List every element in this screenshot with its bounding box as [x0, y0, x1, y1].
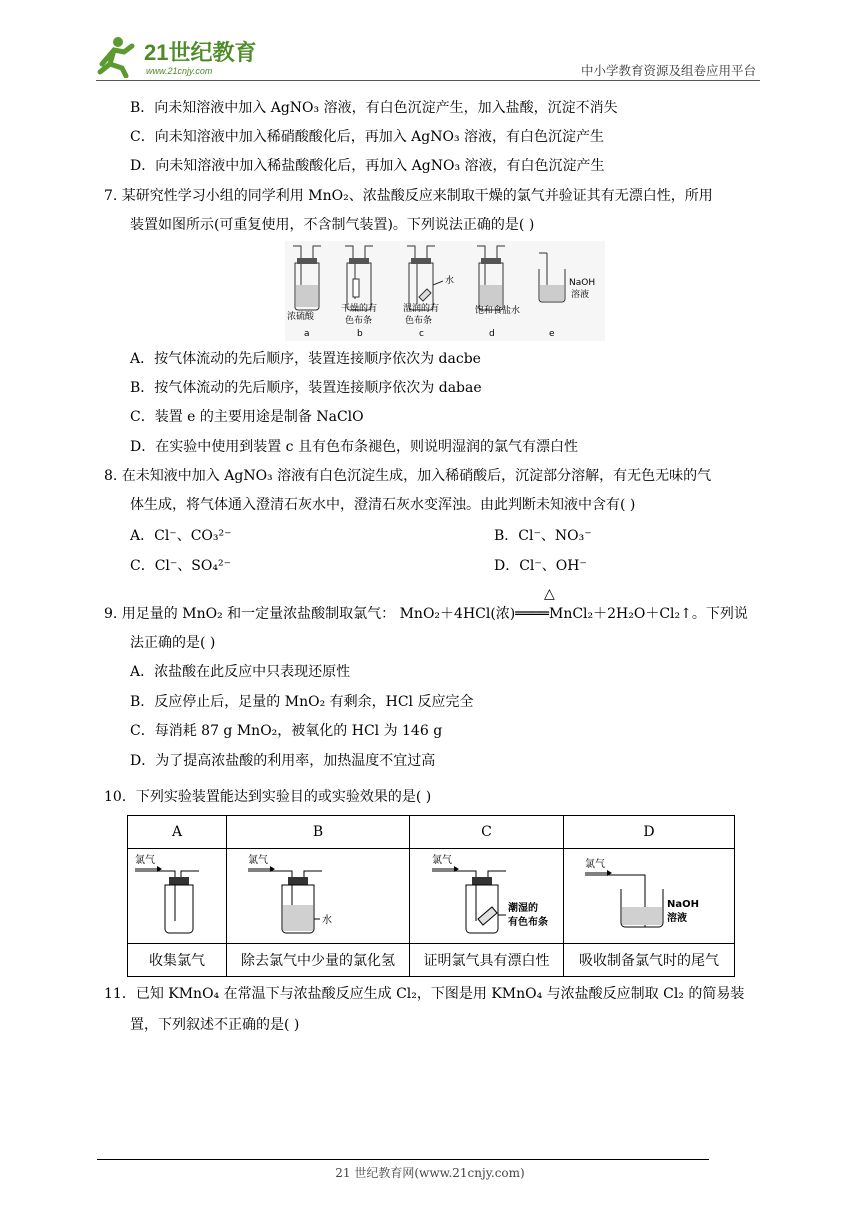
logo-url: www.21cnjy.com [146, 66, 213, 76]
apparatus-cell-d [564, 849, 735, 944]
q7-apparatus-figure [285, 241, 605, 341]
header-divider [96, 80, 760, 81]
q8-option-c: C．Cl⁻、SO₄²⁻ [130, 558, 231, 574]
q11-stem-line2: 置，下列叙述不正确的是( ) [130, 1017, 300, 1033]
q7-stem-line1: 7. 某研究性学习小组的同学利用 MnO₂、浓盐酸反应来制取干燥的氯气并验证其有无漂白性，所用 [104, 188, 713, 204]
q8-option-d: D．Cl⁻、OH⁻ [494, 558, 587, 574]
logo-text: 21世纪教育 [144, 40, 257, 65]
svg-text:氯气: 氯气 [431, 855, 452, 866]
letter-b: b [357, 329, 363, 339]
caption-d: 吸收制备氯气时的尾气 [564, 944, 735, 977]
table-header-d: D [564, 816, 735, 849]
q8-stem-line2: 体生成，将气体通入澄清石灰水中，澄清石灰水变浑浊。由此判断未知液中含有( ) [130, 497, 636, 513]
svg-text:氯气: 氯气 [248, 855, 268, 866]
label-solution: 溶液 [571, 290, 590, 300]
q11-stem-line1: 11．已知 KMnO₄ 在常温下与浓盐酸反应生成 Cl₂，下图是用 KMnO₄ 与浓盐酸反应制取 Cl₂ 的简易装 [104, 986, 745, 1002]
svg-text:有色布条: 有色布条 [507, 917, 548, 928]
q10-options-table [127, 815, 735, 977]
q9-option-d: D．为了提高浓盐酸的利用率，加热温度不宜过高 [130, 753, 436, 769]
label-dry-cloth-2: 色布条 [345, 316, 373, 326]
q7-option-b: B．按气体流动的先后顺序，装置连接顺序依次为 dabae [130, 380, 482, 396]
letter-d: d [489, 329, 495, 339]
apparatus-cell-c [410, 849, 564, 944]
label-wet-cloth-2: 色布条 [405, 316, 433, 326]
q6-option-c: C．向未知溶液中加入稀硝酸酸化后，再加入 AgNO₃ 溶液，有白色沉淀产生 [130, 129, 605, 145]
q9-stem-line1: 9. 用足量的 MnO₂ 和一定量浓盐酸制取氯气： MnO₂＋4HCl(浓)════MnCl₂＋2H₂O＋Cl₂↑。下列说 [104, 606, 748, 622]
q9-stem-line2: 法正确的是( ) [130, 635, 216, 651]
apparatus-cell-b [227, 849, 410, 944]
svg-text:NaOH: NaOH [667, 899, 699, 910]
letter-c: c [419, 329, 424, 339]
svg-text:溶液: 溶液 [667, 913, 687, 924]
collect-gas-apparatus [129, 849, 225, 939]
q7-option-c: C．装置 e 的主要用途是制备 NaClO [130, 409, 364, 425]
q10-stem-line1: 10．下列实验装置能达到实验目的或实验效果的是( ) [104, 789, 432, 805]
footer-text: 21 世纪教育网(www.21cnjy.com) [335, 1166, 525, 1180]
q6-option-b: B．向未知溶液中加入 AgNO₃ 溶液，有白色沉淀产生，加入盐酸，沉淀不消失 [130, 100, 618, 116]
q8-option-a: A．Cl⁻、CO₃²⁻ [130, 528, 232, 544]
wash-gas-apparatus [228, 849, 408, 939]
label-naoh: NaOH [569, 278, 596, 288]
q6-option-d: D．向未知溶液中加入稀盐酸酸化后，再加入 AgNO₃ 溶液，有白色沉淀产生 [130, 158, 605, 174]
q7-option-d: D．在实验中使用到装置 c 且有色布条褪色，则说明湿润的氯气有漂白性 [130, 439, 578, 455]
q9-option-b: B．反应停止后，足量的 MnO₂ 有剩余，HCl 反应完全 [130, 694, 474, 710]
svg-text:氯气: 氯气 [585, 859, 605, 870]
label-water: 水 [445, 276, 455, 286]
svg-text:水: 水 [322, 915, 332, 926]
site-logo [96, 34, 266, 78]
q9-option-a: A．浓盐酸在此反应中只表现还原性 [130, 664, 351, 680]
header-platform-text: 中小学教育资源及组卷应用平台 [580, 63, 756, 78]
label-conc-h2so4: 浓硫酸 [287, 312, 315, 322]
footer-divider [97, 1159, 709, 1160]
q9-heating-symbol: △ [544, 586, 555, 602]
letter-e: e [549, 329, 555, 339]
caption-c: 证明氯气具有漂白性 [410, 944, 564, 977]
q7-option-a: A．按气体流动的先后顺序，装置连接顺序依次为 dacbe [130, 351, 481, 367]
table-header-c: C [410, 816, 564, 849]
bleach-test-apparatus [412, 849, 562, 939]
svg-text:氯气: 氯气 [135, 855, 155, 866]
caption-b: 除去氯气中少量的氯化氢 [227, 944, 410, 977]
q7-stem-line2: 装置如图所示(可重复使用，不含制气装置)。下列说法正确的是( ) [130, 217, 535, 233]
tail-gas-absorption-apparatus [565, 849, 733, 939]
svg-text:潮湿的: 潮湿的 [507, 903, 538, 914]
q8-option-b: B．Cl⁻、NO₃⁻ [494, 528, 592, 544]
letter-a: a [304, 329, 310, 339]
q9-option-c: C．每消耗 87 g MnO₂，被氧化的 HCl 为 146 g [130, 723, 443, 739]
table-header-b: B [227, 816, 410, 849]
label-wet-cloth-1: 湿润的有 [403, 304, 440, 314]
label-saturated-brine: 饱和食盐水 [475, 306, 521, 316]
apparatus-cell-a [128, 849, 227, 944]
table-header-a: A [128, 816, 227, 849]
runner-icon [100, 37, 132, 76]
caption-a: 收集氯气 [128, 944, 227, 977]
q8-stem-line1: 8. 在未知液中加入 AgNO₃ 溶液有白色沉淀生成，加入稀硝酸后，沉淀部分溶解，有无色无味的气 [104, 468, 712, 484]
label-dry-cloth-1: 干燥的有 [341, 304, 378, 314]
